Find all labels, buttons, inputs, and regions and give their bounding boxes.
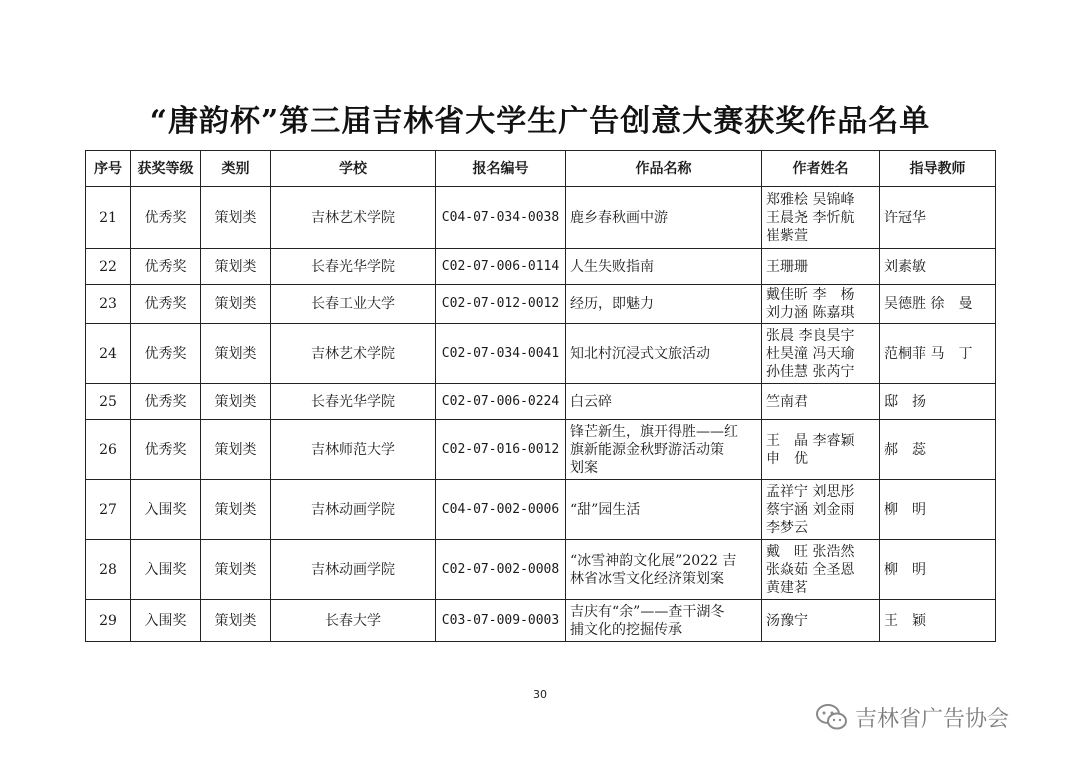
table-row <box>86 480 996 540</box>
cell-advisor: 许冠华 <box>880 187 996 249</box>
cell-category: 策划类 <box>201 600 271 642</box>
cell-work-title: 白云碎 <box>566 384 762 420</box>
cell-work-title: 鹿乡春秋画中游 <box>566 187 762 249</box>
cell-school: 吉林师范大学 <box>271 420 436 480</box>
table-row <box>86 285 996 324</box>
table-row <box>86 324 996 384</box>
cell-index: 25 <box>86 384 131 420</box>
cell-award-level: 入围奖 <box>131 600 201 642</box>
cell-school: 长春工业大学 <box>271 285 436 324</box>
cell-registration-code: C02-07-006-0114 <box>436 249 566 285</box>
cell-award-level: 优秀奖 <box>131 285 201 324</box>
cell-registration-code: C02-07-034-0041 <box>436 324 566 384</box>
cell-authors: 郑雅桧 吴锦峰 王晨尧 李忻航 崔紫萱 <box>762 187 880 249</box>
cell-category: 策划类 <box>201 249 271 285</box>
header-category: 类别 <box>201 151 271 187</box>
header-award-level: 获奖等级 <box>131 151 201 187</box>
cell-index: 24 <box>86 324 131 384</box>
cell-award-level: 优秀奖 <box>131 384 201 420</box>
cell-registration-code: C03-07-009-0003 <box>436 600 566 642</box>
cell-school: 长春光华学院 <box>271 249 436 285</box>
cell-school: 吉林动画学院 <box>271 540 436 600</box>
cell-advisor: 邸 扬 <box>880 384 996 420</box>
cell-advisor: 范桐菲 马 丁 <box>880 324 996 384</box>
cell-index: 28 <box>86 540 131 600</box>
cell-authors: 张晨 李良昊宇 杜昊潼 冯天瑜 孙佳慧 张芮宁 <box>762 324 880 384</box>
cell-category: 策划类 <box>201 187 271 249</box>
cell-advisor: 刘素敏 <box>880 249 996 285</box>
cell-index: 26 <box>86 420 131 480</box>
cell-index: 21 <box>86 187 131 249</box>
table-row <box>86 420 996 480</box>
cell-work-title: 吉庆有“余”——查干湖冬 捕文化的挖掘传承 <box>566 600 762 642</box>
header-school: 学校 <box>271 151 436 187</box>
cell-work-title: 人生失败指南 <box>566 249 762 285</box>
cell-work-title: “冰雪神韵文化展”2022 吉 林省冰雪文化经济策划案 <box>566 540 762 600</box>
cell-index: 23 <box>86 285 131 324</box>
cell-authors: 竺南君 <box>762 384 880 420</box>
watermark-text: 吉林省广告协会 <box>855 706 1010 732</box>
cell-school: 吉林动画学院 <box>271 480 436 540</box>
page-number: 30 <box>533 688 547 701</box>
header-index: 序号 <box>86 151 131 187</box>
cell-index: 27 <box>86 480 131 540</box>
cell-award-level: 优秀奖 <box>131 420 201 480</box>
cell-registration-code: C04-07-034-0038 <box>436 187 566 249</box>
cell-school: 长春光华学院 <box>271 384 436 420</box>
cell-school: 长春大学 <box>271 600 436 642</box>
cell-category: 策划类 <box>201 480 271 540</box>
header-authors: 作者姓名 <box>762 151 880 187</box>
cell-work-title: “甜”园生活 <box>566 480 762 540</box>
cell-index: 29 <box>86 600 131 642</box>
cell-authors: 汤豫宁 <box>762 600 880 642</box>
cell-school: 吉林艺术学院 <box>271 324 436 384</box>
cell-authors: 戴 旺 张浩然 张焱茹 全圣恩 黄建茗 <box>762 540 880 600</box>
document-title: “唐韵杯”第三届吉林省大学生广告创意大赛获奖作品名单 <box>149 104 931 139</box>
cell-registration-code: C02-07-002-0008 <box>436 540 566 600</box>
cell-authors: 王 晶 李睿颖 申 优 <box>762 420 880 480</box>
cell-award-level: 优秀奖 <box>131 324 201 384</box>
table-row <box>86 249 996 285</box>
cell-advisor: 郝 蕊 <box>880 420 996 480</box>
cell-registration-code: C02-07-016-0012 <box>436 420 566 480</box>
cell-category: 策划类 <box>201 420 271 480</box>
cell-authors: 孟祥宁 刘思彤 蔡宇涵 刘金雨 李梦云 <box>762 480 880 540</box>
header-work-title: 作品名称 <box>566 151 762 187</box>
cell-school: 吉林艺术学院 <box>271 187 436 249</box>
table-header-row <box>86 151 996 187</box>
table-row <box>86 540 996 600</box>
cell-registration-code: C04-07-002-0006 <box>436 480 566 540</box>
cell-index: 22 <box>86 249 131 285</box>
cell-category: 策划类 <box>201 384 271 420</box>
header-registration-code: 报名编号 <box>436 151 566 187</box>
wechat-icon <box>815 703 849 731</box>
cell-work-title: 经历，即魅力 <box>566 285 762 324</box>
cell-advisor: 吴德胜 徐 曼 <box>880 285 996 324</box>
table-row <box>86 384 996 420</box>
awards-table <box>85 150 996 642</box>
cell-authors: 戴佳昕 李 杨 刘力涵 陈嘉琪 <box>762 285 880 324</box>
header-advisor: 指导教师 <box>880 151 996 187</box>
cell-award-level: 入围奖 <box>131 540 201 600</box>
cell-category: 策划类 <box>201 285 271 324</box>
cell-registration-code: C02-07-006-0224 <box>436 384 566 420</box>
table-row <box>86 600 996 642</box>
cell-advisor: 王 颖 <box>880 600 996 642</box>
cell-advisor: 柳 明 <box>880 540 996 600</box>
cell-category: 策划类 <box>201 540 271 600</box>
cell-work-title: 知北村沉浸式文旅活动 <box>566 324 762 384</box>
cell-advisor: 柳 明 <box>880 480 996 540</box>
cell-award-level: 入围奖 <box>131 480 201 540</box>
cell-category: 策划类 <box>201 324 271 384</box>
table-row <box>86 187 996 249</box>
cell-authors: 王珊珊 <box>762 249 880 285</box>
cell-work-title: 锋芒新生，旗开得胜——红 旗新能源金秋野游活动策 划案 <box>566 420 762 480</box>
cell-award-level: 优秀奖 <box>131 187 201 249</box>
cell-award-level: 优秀奖 <box>131 249 201 285</box>
cell-registration-code: C02-07-012-0012 <box>436 285 566 324</box>
watermark <box>815 700 1009 734</box>
